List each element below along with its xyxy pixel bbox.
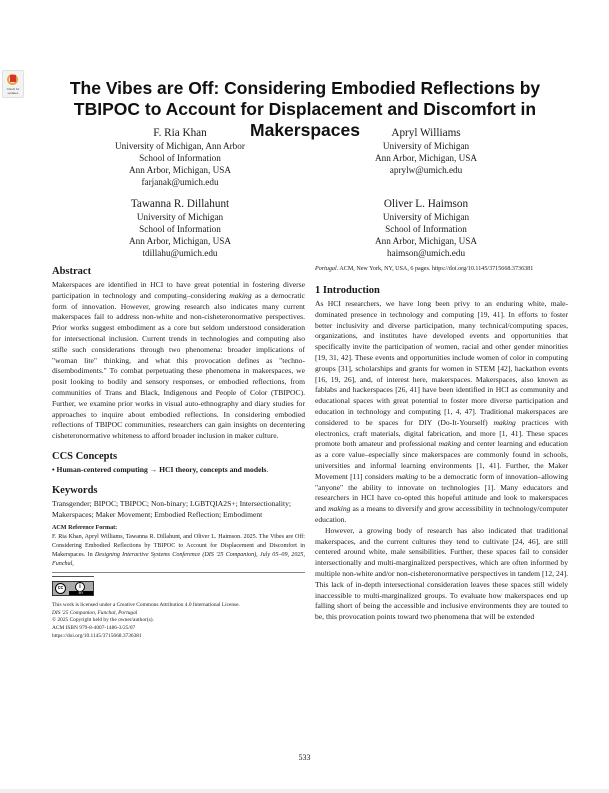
acm-reference-heading: ACM Reference Format: bbox=[52, 525, 118, 532]
reference-continuation bbox=[315, 265, 568, 274]
author-name: F. Ria Khan bbox=[153, 127, 207, 139]
author-location: Ann Arbor, Michigan, USA bbox=[375, 153, 477, 163]
isbn: ACM ISBN 979-8-4007-1486-3/25/07 bbox=[52, 624, 136, 631]
author-email[interactable]: aprylw@umich.edu bbox=[389, 165, 463, 175]
author-email[interactable]: farjanak@umich.edu bbox=[141, 177, 219, 187]
ccs-text bbox=[52, 465, 305, 476]
reference-part: F. Ria Khan, Apryl Williams, Tawanna R. Dillahunt, and Oliver L. Haimson. 2025. The Vibes are Off: Considering Embodied Reflections by TBIPOC to Account for Displacement and Discomfort in Makerspaces. In bbox=[52, 534, 305, 559]
page-bottom-edge bbox=[0, 789, 609, 793]
author-location: Ann Arbor, Michigan, USA bbox=[129, 165, 231, 175]
author-department: School of Information bbox=[385, 224, 467, 234]
reference-rest: . ACM, New York, NY, USA, 6 pages. https://doi.org/10.1145/3715668.3736381 bbox=[336, 266, 534, 272]
attribution-person-icon: i bbox=[75, 582, 85, 592]
intro-emphasis: making bbox=[328, 504, 351, 514]
intro-text: As HCI researchers, we have long been privy to an enduring white, male-dominated presence in technology and computing [19, 41]. In efforts to foster better inclusivity and diverse participation, many technical/computing spaces, organizations, and institutes have developed events and opportunities that specifically invite the participation of women, racial and other gender minorities [19, 31, 42]. These events and opportunities include women of color in computing groups [31], scholarships and grants for women in STEM [42], hackathon events [16, 19, 26], and, of interest here, makerspaces. Makerspaces, also known as fablabs and hackerspaces [26, 41] have been identified in HCI as community and educational spaces with great potential to foster more diverse participation and education in technology and computing [1, 4, 47]. Traditional makerspaces are considered to be spaces for DIY (Do-It-Yourself) bbox=[315, 299, 568, 427]
acm-reference bbox=[52, 524, 305, 569]
intro-paragraph-2: However, a growing body of research has also indicated that traditional makerspaces, and the current cultures they tend to cultivate [24, 46], are still centered around white, male sensibilities. Further, these spaces fail to consider intersectionally and multi-marginalized perspectives, which are often informed by multiple non-white and/or non-cisheteronormative perspectives in tandem [12, 24]. This lack of in-depth intersectional consideration leaves these spaces still widely inaccessible to multi-marginalized groups. To evaluate how makerspaces end up falling short of being the accessible and inclusive environments they are touted to be, this provocation points toward two phenomena that will be extended bbox=[315, 525, 568, 622]
author-block bbox=[50, 126, 310, 188]
author-email[interactable]: tdillahu@umich.edu bbox=[142, 248, 218, 258]
license-block bbox=[52, 602, 305, 640]
keywords-heading: Keywords bbox=[52, 484, 98, 496]
footnote-divider bbox=[52, 572, 305, 573]
intro-text: to be a democratic form of innovation–allowing "anyone" the ability to innovate on technologies [1]. Many educators and researchers in HCI have co-opted this hopeful attitude and look to makerspaces and bbox=[315, 471, 568, 514]
reference-venue-end: Portugal bbox=[315, 266, 337, 272]
author-location: Ann Arbor, Michigan, USA bbox=[375, 236, 477, 246]
author-affiliation: University of Michigan bbox=[382, 141, 470, 151]
abstract-text-part: as a democratic form of innovation. However, growing research also indicates many current makerspaces fail to address non-white and non-cisheteronormative perspectives. Prior works suggest embodiment as a core but seldom understood consideration for intersectional inclusion. Current trends in technologies and computing also stifle such considerations through two phenomena: broader implications of "woman lite" thinking, and what this provocation defines as "techno-disembodiments." To combat perpetuating these phenomena in makerspaces, we posit looking to bodily and sensory responses, or embodied reflections, from communities of Trans and Black, Indigenous and People of Color (TBIPOC). Further, we examine prior works in visual auto-ethnography and diary studies for approaches to inquire about embodied reflections. In considering embodied reflections of TBIPOC communities, researchers can gain insights on decentering cisheteronormative whiteness to afford broader inclusion in maker culture. bbox=[52, 290, 305, 441]
intro-emphasis: making bbox=[438, 439, 461, 449]
ccs-concept: • Human-centered computing → HCI theory, concepts and models bbox=[52, 464, 267, 474]
keywords-text: Transgender; BIPOC; TBIPOC; Non-binary; LGBTQIA2S+; Intersectionality; Makerspaces; Maker Movement; Embodied Reflection; Embodiment bbox=[52, 498, 292, 519]
check-for-updates-badge[interactable] bbox=[2, 70, 24, 98]
page-number: 533 bbox=[298, 753, 311, 762]
author-email[interactable]: haimson@umich.edu bbox=[386, 248, 466, 258]
author-department: School of Information bbox=[139, 224, 221, 234]
ccs-end: . bbox=[266, 464, 269, 474]
copyright: © 2025 Copyright held by the owner/author(s). bbox=[52, 617, 154, 624]
author-name: Oliver L. Haimson bbox=[383, 198, 469, 210]
right-column bbox=[315, 265, 568, 623]
intro-heading: 1 Introduction bbox=[315, 285, 380, 296]
author-block bbox=[296, 126, 556, 176]
abstract-heading: Abstract bbox=[52, 266, 92, 277]
paper-title: The Vibes are Off: Considering Embodied Reflections by TBIPOC to Account for Displacement and Discomfort in Makerspaces bbox=[69, 78, 541, 140]
intro-emphasis: making bbox=[493, 417, 516, 427]
license-venue: DIS '25 Companion, Funchal, Portugal bbox=[52, 609, 138, 616]
author-name: Tawanna R. Dillahunt bbox=[130, 198, 230, 210]
footnote-rule bbox=[52, 576, 94, 577]
intro-text: as a means to diversify and grow accessibility in technology/computer education. bbox=[315, 504, 568, 524]
ccs-heading: CCS Concepts bbox=[52, 450, 118, 462]
abstract-emphasis: making bbox=[229, 290, 252, 300]
author-affiliation: University of Michigan bbox=[136, 212, 224, 222]
author-block bbox=[296, 197, 556, 259]
abstract-text bbox=[52, 280, 305, 442]
author-affiliation: University of Michigan, Ann Arbor bbox=[115, 141, 245, 151]
by-label: BY bbox=[69, 591, 93, 595]
doi-link[interactable]: https://doi.org/10.1145/3715668.3736381 bbox=[52, 632, 142, 639]
author-location: Ann Arbor, Michigan, USA bbox=[129, 236, 231, 246]
left-column bbox=[52, 265, 305, 640]
license-statement: This work is licensed under a Creative Commons Attribution 4.0 International License. bbox=[52, 602, 240, 609]
reference-venue: Designing Interactive Systems Conference (DIS '25 Companion), July 05–09, 2025, Funchal, bbox=[52, 552, 305, 568]
intro-text: and center learning and education as a core value–especially since makerspaces are commonly found in schools, universities and informal learning environments [1, 41]. Further, the Maker Movement [11] considers bbox=[315, 439, 568, 481]
author-affiliation: University of Michigan bbox=[382, 212, 470, 222]
check-for-updates-label: Check for updates bbox=[6, 87, 20, 95]
author-block bbox=[50, 197, 310, 259]
cc-by-license-badge[interactable] bbox=[52, 581, 94, 596]
intro-text: practices with electronics, craft materials, digital fabrication, and more [1, 41]. These spaces promote both amateur and professional bbox=[315, 417, 568, 449]
intro-emphasis: making bbox=[395, 471, 419, 481]
intro-paragraph-1 bbox=[315, 299, 568, 526]
author-department: School of Information bbox=[139, 153, 221, 163]
crossmark-flag-icon bbox=[10, 75, 16, 82]
acm-reference-text bbox=[52, 533, 305, 569]
abstract-text-part: Makerspaces are identified in HCI to have great potential in fostering diverse participation in technology and computing–considering bbox=[52, 280, 305, 300]
cc-icon: cc bbox=[55, 583, 66, 594]
author-name: Apryl Williams bbox=[391, 127, 461, 139]
